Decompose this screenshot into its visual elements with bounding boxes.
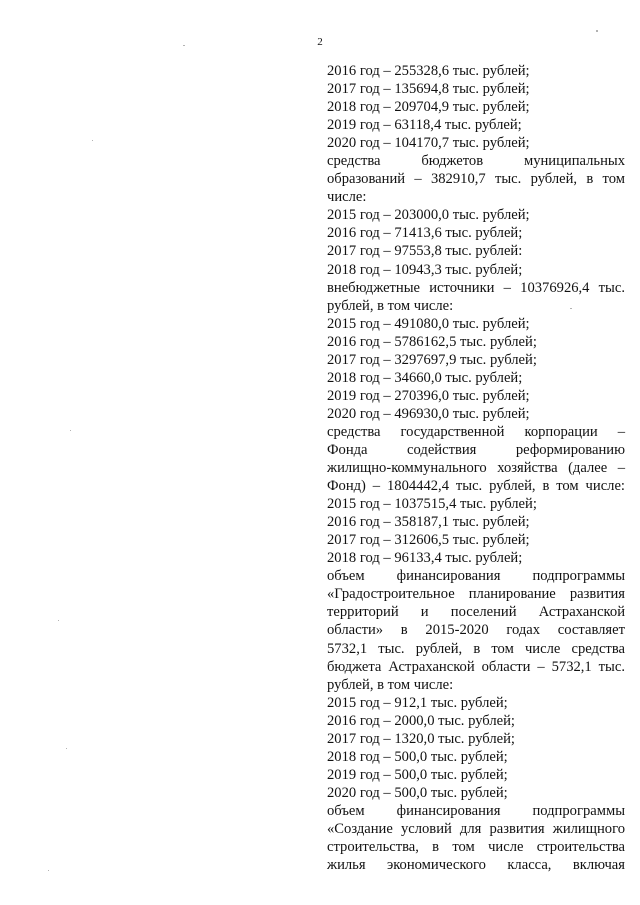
- text-line: 2016 год – 358187,1 тыс. рублей;: [327, 514, 530, 531]
- text-line: 5732,1 тыс. рублей, в том числе средства: [327, 640, 625, 657]
- text-line: числе:: [327, 189, 367, 206]
- text-line: 2017 год – 97553,8 тыс. рублей:: [327, 243, 523, 260]
- text-line: 2019 год – 63118,4 тыс. рублей;: [327, 117, 522, 134]
- text-line: 2017 год – 135694,8 тыс. рублей;: [327, 81, 530, 98]
- text-line: Фонд) – 1804442,4 тыс. рублей, в том числе:: [327, 478, 625, 495]
- text-line: 2018 год – 209704,9 тыс. рублей;: [327, 99, 530, 116]
- text-line: Фонда содействия реформированию: [327, 441, 625, 458]
- text-line: образований – 382910,7 тыс. рублей, в том: [327, 171, 625, 188]
- text-line: 2018 год – 10943,3 тыс. рублей;: [327, 261, 523, 278]
- text-line: области» в 2015-2020 годах составляет: [327, 622, 625, 639]
- text-line: 2017 год – 3297697,9 тыс. рублей;: [327, 351, 537, 368]
- text-line: объем финансирования подпрограммы: [327, 802, 625, 819]
- text-line: средства государственной корпорации –: [327, 423, 625, 440]
- text-line: 2016 год – 5786162,5 тыс. рублей;: [327, 333, 537, 350]
- text-line: рублей, в том числе:: [327, 297, 454, 314]
- text-line: 2015 год – 203000,0 тыс. рублей;: [327, 207, 530, 224]
- text-line: 2018 год – 96133,4 тыс. рублей;: [327, 550, 523, 567]
- text-line: средства бюджетов муниципальных: [327, 153, 625, 170]
- scan-speck: [48, 870, 49, 871]
- scan-speck: [183, 45, 185, 46]
- text-line: 2019 год – 270396,0 тыс. рублей;: [327, 387, 530, 404]
- text-line: внебюджетные источники – 10376926,4 тыс.: [327, 279, 625, 296]
- text-line: 2016 год – 71413,6 тыс. рублей;: [327, 225, 523, 242]
- scan-speck: [570, 308, 572, 309]
- scan-speck: [58, 620, 59, 621]
- text-line: 2016 год – 2000,0 тыс. рублей;: [327, 712, 515, 729]
- text-line: территорий и поселений Астраханской: [327, 604, 625, 621]
- text-line: 2019 год – 500,0 тыс. рублей;: [327, 766, 508, 783]
- page-number: 2: [317, 36, 323, 48]
- scan-speck: [70, 430, 71, 431]
- text-line: «Создание условий для развития жилищного: [327, 820, 625, 837]
- text-line: 2020 год – 496930,0 тыс. рублей;: [327, 405, 530, 422]
- text-line: жилья экономического класса, включая: [327, 857, 625, 874]
- text-line: 2015 год – 491080,0 тыс. рублей;: [327, 315, 530, 332]
- scan-speck: [66, 748, 67, 749]
- text-line: 2018 год – 500,0 тыс. рублей;: [327, 748, 508, 765]
- text-line: 2015 год – 1037515,4 тыс. рублей;: [327, 496, 537, 513]
- document-body-text: [327, 62, 625, 874]
- text-line: 2017 год – 312606,5 тыс. рублей;: [327, 532, 530, 549]
- text-line: 2018 год – 34660,0 тыс. рублей;: [327, 369, 523, 386]
- text-line: 2015 год – 912,1 тыс. рублей;: [327, 694, 508, 711]
- text-line: жилищно-коммунального хозяйства (далее –: [327, 460, 625, 477]
- text-line: объем финансирования подпрограммы: [327, 568, 625, 585]
- text-line: рублей, в том числе:: [327, 676, 454, 693]
- text-line: бюджета Астраханской области – 5732,1 тыс.: [327, 658, 625, 675]
- scan-speck: [92, 140, 93, 141]
- text-line: 2020 год – 104170,7 тыс. рублей;: [327, 135, 530, 152]
- text-line: строительства, в том числе строительства: [327, 839, 625, 856]
- text-line: 2020 год – 500,0 тыс. рублей;: [327, 784, 508, 801]
- scan-speck: [596, 30, 598, 32]
- text-line: 2016 год – 255328,6 тыс. рублей;: [327, 63, 530, 79]
- text-line: «Градостроительное планирование развития: [327, 586, 625, 603]
- text-line: 2017 год – 1320,0 тыс. рублей;: [327, 730, 515, 747]
